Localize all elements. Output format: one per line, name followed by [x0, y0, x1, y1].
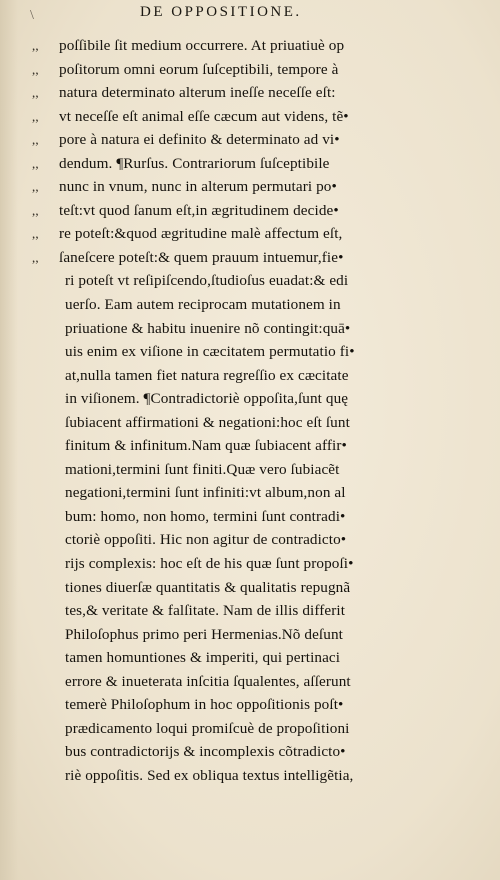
line-text: prædicamento loqui promiſcuè de propoſitioni: [65, 719, 350, 737]
line-text: teſt:vt quod ſanum eſt,in ægritudinem decide•: [59, 201, 339, 219]
text-line: [32, 81, 452, 105]
text-line: [32, 528, 452, 552]
text-line: [32, 199, 452, 223]
text-line: [32, 623, 452, 647]
marginal-quote-mark: ,,: [32, 38, 39, 53]
line-text: finitum & infinitum.Nam quæ ſubiacent affir•: [65, 437, 347, 455]
text-line: [32, 458, 452, 482]
text-line: [32, 317, 452, 341]
text-line: [32, 105, 452, 129]
line-text: temerè Philoſophum in hoc oppoſitionis poſt•: [65, 696, 344, 714]
marginal-quote-mark: ,,: [32, 108, 39, 124]
marginal-quote-mark: ,,: [32, 61, 39, 77]
text-line: [32, 646, 452, 670]
marginal-quote-mark: ,,: [32, 85, 39, 101]
line-text: pore à natura ei definito & determinato ad vi•: [59, 131, 340, 149]
text-line: [32, 670, 452, 694]
text-line: [32, 717, 452, 741]
line-text: negationi,termini ſunt infiniti:vt album,non al: [65, 484, 346, 502]
line-text: ſaneſcere poteſt:& quem prauum intuemur,fie•: [59, 248, 344, 266]
line-text: bum: homo, non homo, termini ſunt contradi•: [65, 507, 346, 525]
text-line: [32, 576, 452, 600]
marginal-quote-mark: ,,: [32, 226, 39, 242]
text-line: [32, 740, 452, 764]
text-line: [32, 599, 452, 623]
line-text: ri poteſt vt reſipiſcendo,ſtudioſus euadat:& edi: [65, 272, 349, 290]
text-line: [32, 175, 452, 199]
text-line: [32, 340, 452, 364]
line-text: bus contradictorijs & incomplexis cõtradicto•: [65, 743, 346, 761]
line-text: uis enim ex viſione in cæcitatem permutatio fi•: [65, 343, 355, 361]
line-text: errore & inueterata inſcitia ſqualentes, aſſerunt: [65, 672, 351, 690]
line-text: poſſibile ſit medium occurrere. At priuatiuè op: [59, 37, 345, 54]
line-text: tamen homuntiones & imperiti, qui pertinaci: [65, 649, 341, 667]
text-line: [32, 387, 452, 411]
text-line: [32, 364, 452, 388]
text-line: [32, 481, 452, 505]
line-text: mationi,termini ſunt finiti.Quæ vero ſubiacẽt: [65, 460, 340, 478]
marginal-quote-mark: ,,: [32, 179, 39, 195]
text-line: [32, 58, 452, 82]
text-line: [32, 34, 452, 58]
line-text: poſitorum omni eorum ſuſceptibili, tempore à: [59, 60, 339, 78]
line-text: re poteſt:&quod ægritudine malè affectum eſt,: [59, 225, 343, 243]
line-text: tiones diuerſæ quantitatis & qualitatis repugnã: [65, 578, 351, 596]
text-line: [32, 693, 452, 717]
corner-mark: \: [30, 8, 34, 23]
running-header: DE OPPOSITIONE.: [140, 4, 302, 20]
line-text: natura determinato alterum ineſſe neceſſe eſt:: [59, 84, 336, 102]
marginal-quote-mark: ,,: [32, 155, 39, 171]
line-text: priuatione & habitu inuenire nõ contingit:quā•: [65, 319, 351, 337]
line-text: tes,& veritate & falſitate. Nam de illis differit: [65, 602, 346, 620]
text-line: [32, 152, 452, 176]
page-gutter-shadow: [0, 0, 18, 880]
text-line: [32, 246, 452, 270]
line-text: rijs complexis: hoc eſt de his quæ ſunt propoſi•: [65, 555, 354, 573]
marginal-quote-mark: ,,: [32, 132, 39, 148]
line-text: ſubiacent affirmationi & negationi:hoc eſt ſunt: [65, 413, 350, 431]
text-line: [32, 128, 452, 152]
line-text: riè oppoſitis. Sed ex obliqua textus intelligẽtia,: [65, 766, 354, 784]
line-text: Philoſophus primo peri Hermenias.Nõ deſunt: [65, 625, 343, 643]
text-line: [32, 764, 452, 788]
text-line: [32, 434, 452, 458]
line-text: dendum. ¶Rurſus. Contrariorum ſuſceptibile: [59, 154, 330, 172]
line-text: nunc in vnum, nunc in alterum permutari po•: [59, 178, 337, 196]
marginal-quote-mark: ,,: [32, 202, 39, 218]
text-line: [32, 222, 452, 246]
text-line: [32, 411, 452, 435]
marginal-quote-mark: ,,: [32, 249, 39, 265]
line-text: at,nulla tamen fiet natura regreſſio ex cæcitate: [65, 366, 349, 384]
text-block: [32, 34, 452, 788]
line-text: in viſionem. ¶Contradictoriè oppoſita,ſunt quę: [65, 390, 349, 408]
line-text: ctoriè oppoſiti. Hic non agitur de contradicto•: [65, 531, 347, 549]
text-line: [32, 552, 452, 576]
text-line: [32, 269, 452, 293]
text-line: [32, 293, 452, 317]
line-text: uerſo. Eam autem reciprocam mutationem in: [65, 296, 341, 314]
line-text: vt neceſſe eſt animal eſſe cæcum aut videns, tẽ•: [59, 107, 349, 125]
text-line: [32, 505, 452, 529]
